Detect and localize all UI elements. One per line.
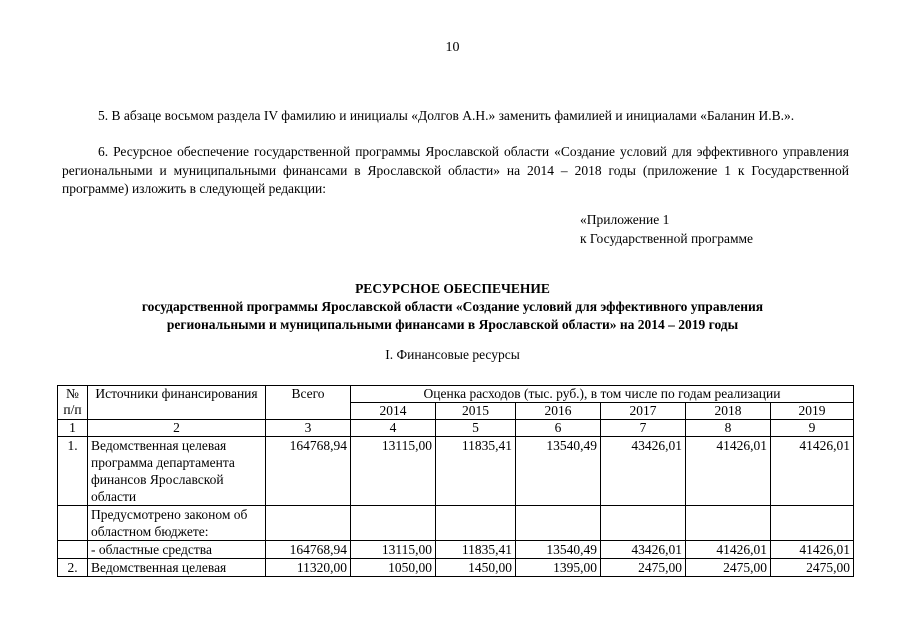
header-estimate: Оценка расходов (тыс. руб.), в том числе по годам реализации — [351, 386, 854, 403]
paragraph-5 — [62, 107, 849, 126]
row-num — [58, 541, 88, 559]
row-value-2016 — [516, 506, 601, 541]
row-name: Предусмотрено законом об областном бюджете: — [88, 506, 266, 541]
row-value-2014: 1050,00 — [351, 559, 436, 577]
header-total: Всего — [266, 386, 351, 420]
row-num: 2. — [58, 559, 88, 577]
header-row-1 — [58, 386, 854, 403]
header-year: 2016 — [516, 403, 601, 420]
table-row — [58, 437, 854, 506]
row-value-2016: 13540,49 — [516, 541, 601, 559]
title-line-1: РЕСУРСНОЕ ОБЕСПЕЧЕНИЕ — [355, 281, 550, 296]
row-value-2019 — [771, 506, 854, 541]
column-number: 2 — [88, 420, 266, 437]
row-value-2016: 1395,00 — [516, 559, 601, 577]
row-value-2018: 41426,01 — [686, 541, 771, 559]
column-number: 7 — [601, 420, 686, 437]
row-value-2016: 13540,49 — [516, 437, 601, 506]
column-number: 5 — [436, 420, 516, 437]
row-value-2015: 1450,00 — [436, 559, 516, 577]
header-num: № п/п — [58, 386, 88, 420]
paragraph-5-text: 5. В абзаце восьмом раздела IV фамилию и инициалы «Долгов А.Н.» заменить фамилией и инициалами «Баланин И.В.». — [98, 108, 795, 123]
column-numbers-row — [58, 420, 854, 437]
header-year: 2015 — [436, 403, 516, 420]
row-value-2018: 2475,00 — [686, 559, 771, 577]
row-value-2017 — [601, 506, 686, 541]
row-name: - областные средства — [88, 541, 266, 559]
header-year: 2018 — [686, 403, 771, 420]
resource-table — [57, 385, 854, 577]
row-value-2014: 13115,00 — [351, 437, 436, 506]
appendix-reference — [580, 211, 753, 248]
column-number: 8 — [686, 420, 771, 437]
header-year: 2017 — [601, 403, 686, 420]
document-title — [40, 280, 865, 334]
row-num — [58, 506, 88, 541]
row-num: 1. — [58, 437, 88, 506]
column-number: 6 — [516, 420, 601, 437]
table-row — [58, 541, 854, 559]
paragraph-6 — [62, 143, 849, 199]
row-total: 164768,94 — [266, 437, 351, 506]
row-value-2015: 11835,41 — [436, 437, 516, 506]
row-name: Ведомственная целевая программа департамента финансов Ярославской области — [88, 437, 266, 506]
row-value-2019: 41426,01 — [771, 541, 854, 559]
title-line-2: государственной программы Ярославской области «Создание условий для эффективного управления — [141, 299, 764, 314]
header-year: 2014 — [351, 403, 436, 420]
row-value-2017: 43426,01 — [601, 437, 686, 506]
header-source: Источники финансирования — [88, 386, 266, 420]
row-total: 164768,94 — [266, 541, 351, 559]
title-line-3: региональными и муниципальными финансами в Ярославской области» на 2014 – 2019 годы — [166, 317, 739, 332]
row-total: 11320,00 — [266, 559, 351, 577]
table-row — [58, 559, 854, 577]
row-value-2019: 41426,01 — [771, 437, 854, 506]
row-value-2018 — [686, 506, 771, 541]
table-row — [58, 506, 854, 541]
row-value-2015: 11835,41 — [436, 541, 516, 559]
paragraph-6-text: 6. Ресурсное обеспечение государственной программы Ярославской области «Создание условий для эффективного управления региональными и муниципальными финансами в Ярославской области» на 2014 – 2018 годы (приложение 1 к Государственной программе) изложить в следующей редакции: — [62, 144, 849, 196]
row-value-2014: 13115,00 — [351, 541, 436, 559]
column-number: 3 — [266, 420, 351, 437]
column-number: 9 — [771, 420, 854, 437]
row-value-2014 — [351, 506, 436, 541]
header-year: 2019 — [771, 403, 854, 420]
row-total — [266, 506, 351, 541]
row-name: Ведомственная целевая — [88, 559, 266, 577]
row-value-2019: 2475,00 — [771, 559, 854, 577]
row-value-2017: 2475,00 — [601, 559, 686, 577]
column-number: 4 — [351, 420, 436, 437]
row-value-2018: 41426,01 — [686, 437, 771, 506]
row-value-2017: 43426,01 — [601, 541, 686, 559]
column-number: 1 — [58, 420, 88, 437]
page-number: 10 — [445, 40, 460, 55]
section-title: I. Финансовые ресурсы — [385, 347, 520, 362]
appendix-line-1: «Приложение 1 — [580, 212, 670, 227]
appendix-line-2: к Государственной программе — [580, 230, 754, 246]
row-value-2015 — [436, 506, 516, 541]
